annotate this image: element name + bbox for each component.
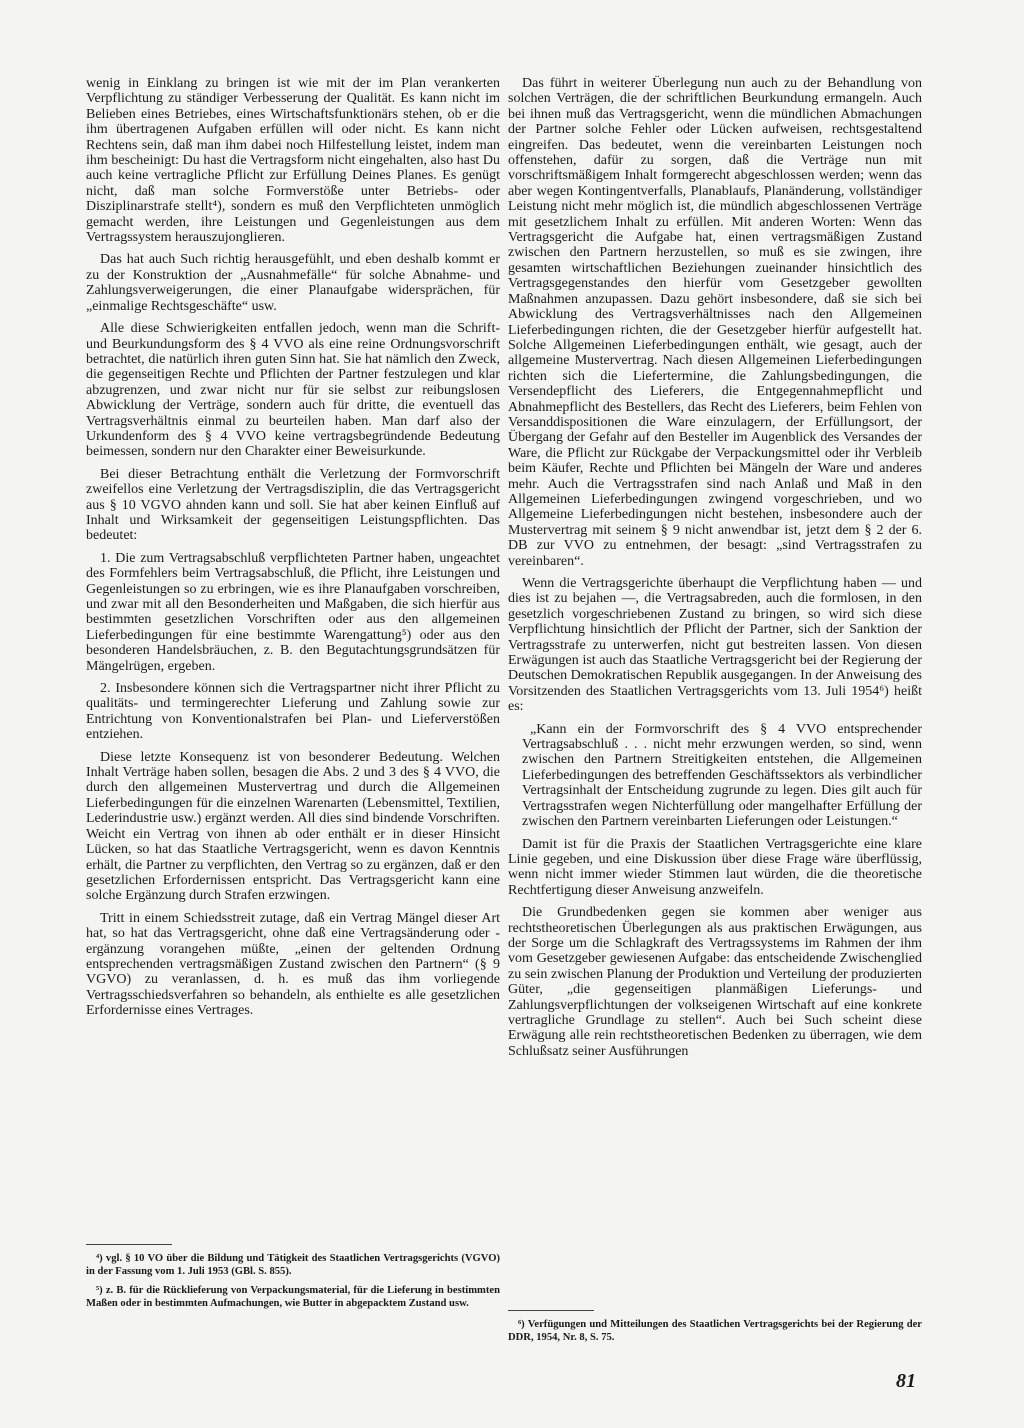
- page-number: 81: [896, 1370, 916, 1392]
- footnote: ⁵) z. B. für die Rücklieferung von Verpackungsmaterial, für die Lieferung in bestimmten Maßen oder in bestimmten Aufmachungen, wie Butter in abgepacktem Zustand usw.: [86, 1285, 500, 1309]
- body-paragraph: Das hat auch Such richtig herausgefühlt, und eben deshalb kommt er zu der Konstruktion der „Ausnahmefälle“ für solche Abnahme- und Zahlungsverweigerungen, die einer Planaufgabe widersprächen, für „einmalige Rechtsgeschäfte“ usw.: [86, 252, 500, 314]
- body-paragraph: Das führt in weiterer Überlegung nun auch zu der Behandlung von solchen Verträgen, die der schriftlichen Beurkundung ermangeln. Auch bei ihnen muß das Vertragsgericht, wenn die mündlichen Abmachungen der Partner solche Fehler oder Lücken aufweisen, rechtsgestaltend eingreifen. Das bedeutet, wenn die vereinbarten Leistungen noch offenstehen, dafür zu sorgen, daß die Verträge nun mit vorschriftsmäßigem Inhalt formgerecht abgeschlossen werden; wenn das aber wegen Kontingentverfalls, Planablaufs, Planänderung, vollständiger Leistung nicht mehr möglich ist, die mündlich abgeschlossenen Verträge mit gesetzlichem Inhalt zu erfüllen. Mit anderen Worten: Wenn das Vertragsgericht die Aufgabe hat, einen vertragsmäßigen Zustand zwischen den Partnern herzustellen, so muß es sie zwingen, ihre gesamten wirtschaftlichen Beziehungen zueinander hinsichtlich des Vertragsgegenstandes den hierfür vom Gesetzgeber gewollten Maßnahmen anzupassen. Dazu gehört insbesondere, daß sie sich bei Abwicklung des Vertragsverhältnisses nach den Allgemeinen Lieferbedingungen richten, die der Gesetzgeber hierfür aufgestellt hat. Solche Allgemeinen Lieferbedingungen enthält, wie gesagt, auch der allgemeine Mustervertrag. Nach diesen Allgemeinen Lieferbedingungen richten sich die Liefertermine, die Zahlungsbedingungen, die Versendepflicht des Lieferers, die Entgegennahmepflicht und Abnahmepflicht des Bestellers, das Recht des Lieferers, beim Fehlen von Versanddispositionen die Ware einzulagern, der Erfüllungsort, der Übergang der Gefahr auf den Besteller im Augenblick des Versandes der Ware, die Pflicht zur Rückgabe der Verpackungsmittel oder ihr Verbleib beim Käufer, Rechte und Pflichten bei Mängeln der Ware und anderes mehr. Auch die Vertragsstrafen sind nach Anlaß und Maß in den Allgemeinen Lieferbedingungen zwingend vorgeschrieben, und wo Allgemeine Lieferbedingungen nicht bestehen, insbesondere auch der Mustervertrag mit seinem § 9 nicht anwendbar ist, jetzt dem § 2 der 6. DB zur VVO zu entnehmen, der besagt: „sind Vertragsstrafen zu vereinbaren“.: [508, 76, 922, 569]
- body-paragraph: Diese letzte Konsequenz ist von besonderer Bedeutung. Welchen Inhalt Verträge haben sollen, besagen die Abs. 2 und 3 des § 4 VVO, die durch den allgemeinen Mustervertrag und durch die Allgemeinen Lieferbedingungen für die einzelnen Warenarten (Lebensmittel, Textilien, Lederindustrie usw.) ergänzt werden. All dies sind bindende Vorschriften. Weicht ein Vertrag von ihnen ab oder enthält er in dieser Hinsicht Lücken, so hat das Staatliche Vertragsgericht, wenn es davon Kenntnis erhält, die Partner zu verpflichten, den Vertrag so zu ergänzen, daß er den gesetzlichen Erfordernissen entspricht. Das Vertragsgericht kann eine solche Ergänzung durch Strafen erzwingen.: [86, 749, 500, 904]
- body-paragraph: Damit ist für die Praxis der Staatlichen Vertragsgerichte eine klare Linie gegeben, und eine Diskussion über diese Frage wäre überflüssig, wenn nicht immer wieder Stimmen laut würden, die die theoretische Rechtfertigung dieser Anweisung anzweifeln.: [508, 836, 922, 898]
- left-footnotes: [86, 1252, 500, 1316]
- block-quote: „Kann ein der Formvorschrift des § 4 VVO entsprechender Vertragsabschluß . . . nicht mehr erzwungen werden, so sind, wenn zwischen den Partnern Streitigkeiten entstehen, die Allgemeinen Lieferbedingungen des betreffenden Geschäftssektors als verbindlicher Vertragsinhalt der Entscheidung zugrunde zu legen. Dies gilt auch für Vertragsstrafen wegen Nichterfüllung oder mangelhafter Erfüllung der zwischen den Partnern vereinbarten Lieferungen oder Leistungen.“: [522, 721, 922, 830]
- right-column: [508, 76, 922, 1066]
- body-paragraph: Alle diese Schwierigkeiten entfallen jedoch, wenn man die Schrift- und Beurkundungsform des § 4 VVO als eine reine Ordnungsvorschrift betrachtet, die natürlich ihren guten Sinn hat. Sie hat nämlich den Zweck, die gegenseitigen Rechte und Pflichten der Partner festzulegen und klar abzugrenzen, und zwar nicht nur für sie selbst zur reibungslosen Abwicklung der Verträge, sondern auch für dritte, die eventuell das Vertragsverhältnis einmal zu beurteilen haben. Man darf also der Urkundenform des § 4 VVO keine vertragsbegründende Bedeutung beimessen, sondern nur den Charakter einer Beweisurkunde.: [86, 321, 500, 460]
- body-paragraph: wenig in Einklang zu bringen ist wie mit der im Plan verankerten Verpflichtung zu ständiger Verbesserung der Qualität. Es kann nicht im Belieben eines Betriebes, eines Wirtschaftsfunktionärs stehen, ob er die ihm übertragenen Aufgaben erfüllen will oder nicht. Es kann nicht Rechtens sein, daß man ihm dabei noch Hilfestellung leistet, indem man ihm bescheinigt: Du hast die Vertragsform nicht eingehalten, also hast Du auch keine vertragliche Pflicht zur Erfüllung Deines Planes. Es genügt nicht, daß man solche Formverstöße unter Betriebs- oder Disziplinarstrafe stellt⁴), sondern es muß den Verpflichteten unmöglich gemacht werden, ihre Leistungen und Gegenleistungen aus dem Vertragssystem herauszujonglieren.: [86, 76, 500, 246]
- body-paragraph: Bei dieser Betrachtung enthält die Verletzung der Formvorschrift zweifellos eine Verletzung der Vertragsdisziplin, die das Vertragsgericht aus § 10 VGVO ahnden kann und soll. Sie hat aber keinen Einfluß auf Inhalt und Wirksamkeit der gegenseitigen Leistungspflichten. Das bedeutet:: [86, 466, 500, 544]
- right-footnotes: [508, 1318, 922, 1350]
- footnote-rule: [86, 1244, 172, 1245]
- footnote: ⁴) vgl. § 10 VO über die Bildung und Tätigkeit des Staatlichen Vertragsgerichts (VGVO) in der Fassung vom 1. Juli 1953 (GBl. S. 855).: [86, 1253, 500, 1277]
- footnote-rule: [508, 1310, 594, 1311]
- body-paragraph: 1. Die zum Vertragsabschluß verpflichteten Partner haben, ungeachtet des Formfehlers beim Vertragsabschluß, die Pflicht, ihre Leistungen und Gegenleistungen so zu erbringen, wie es ihre Planaufgaben vorschreiben, und zwar mit all den Besonderheiten und Maßgaben, die sich hierfür aus bestimmten gesetzlichen Vorschriften oder aus den allgemeinen Lieferbedingungen für eine bestimmte Warengattung⁵) oder aus den besonderen Handelsbräuchen, z. B. den Begutachtungsgrundsätzen für Mängelrügen, ergeben.: [86, 550, 500, 674]
- body-paragraph: Tritt in einem Schiedsstreit zutage, daß ein Vertrag Mängel dieser Art hat, so hat das Vertragsgericht, ohne daß eine Vertragsänderung oder -ergänzung vorangehen müßte, „einen der geltenden Ordnung entsprechenden vertragsmäßigen Zustand zwischen den Partnern“ (§ 9 VGVO) zu veranlassen, d. h. es muß das ihm vorliegende Vertragsschiedsverfahren so behandeln, als enthielte es alle gesetzlichen Erfordernisse eines Vertrages.: [86, 910, 500, 1019]
- left-column: [86, 76, 500, 1026]
- footnote: ⁶) Verfügungen und Mitteilungen des Staatlichen Vertragsgerichts bei der Regierung der DDR, 1954, Nr. 8, S. 75.: [508, 1319, 922, 1343]
- body-paragraph: 2. Insbesondere können sich die Vertragspartner nicht ihrer Pflicht zu qualitäts- und termingerechter Lieferung und Zahlung sowie zur Entrichtung von Konventionalstrafen bei Plan- und Lieferverstößen entziehen.: [86, 681, 500, 743]
- body-paragraph: Die Grundbedenken gegen sie kommen aber weniger aus rechtstheoretischen Überlegungen als aus praktischen Erwägungen, aus der Sorge um die Schlagkraft des Vertragssystems im Rahmen der ihm vom Gesetzgeber gewiesenen Aufgabe: das entscheidende Zwischenglied zu sein zwischen Planung der Produktion und Verteilung der produzierten Güter, „die gegenseitigen planmäßigen Lieferungs- und Zahlungsverpflichtungen der volkseigenen Wirtschaft auf eine konkrete vertragliche Grundlage zu stellen“. Auch bei Such scheint diese Erwägung alle rein rechtstheoretischen Bedenken zu überragen, wie dem Schlußsatz seiner Ausführungen: [508, 905, 922, 1059]
- body-paragraph: Wenn die Vertragsgerichte überhaupt die Verpflichtung haben — und dies ist zu bejahen —, die Vertragsabreden, auch die formlosen, in den gesetzlich vorgeschriebenen Zustand zu bringen, so wird sich diese Verpflichtung hinsichtlich der Pflicht der Partner, sich der Sanktion der Vertragsstrafe zu unterwerfen, nicht gut bestreiten lassen. Von diesen Erwägungen ist auch das Staatliche Vertragsgericht bei der Regierung der Deutschen Demokratischen Republik ausgegangen. In der Anweisung des Vorsitzenden des Staatlichen Vertragsgerichts vom 13. Juli 1954⁶) heißt es:: [508, 576, 922, 715]
